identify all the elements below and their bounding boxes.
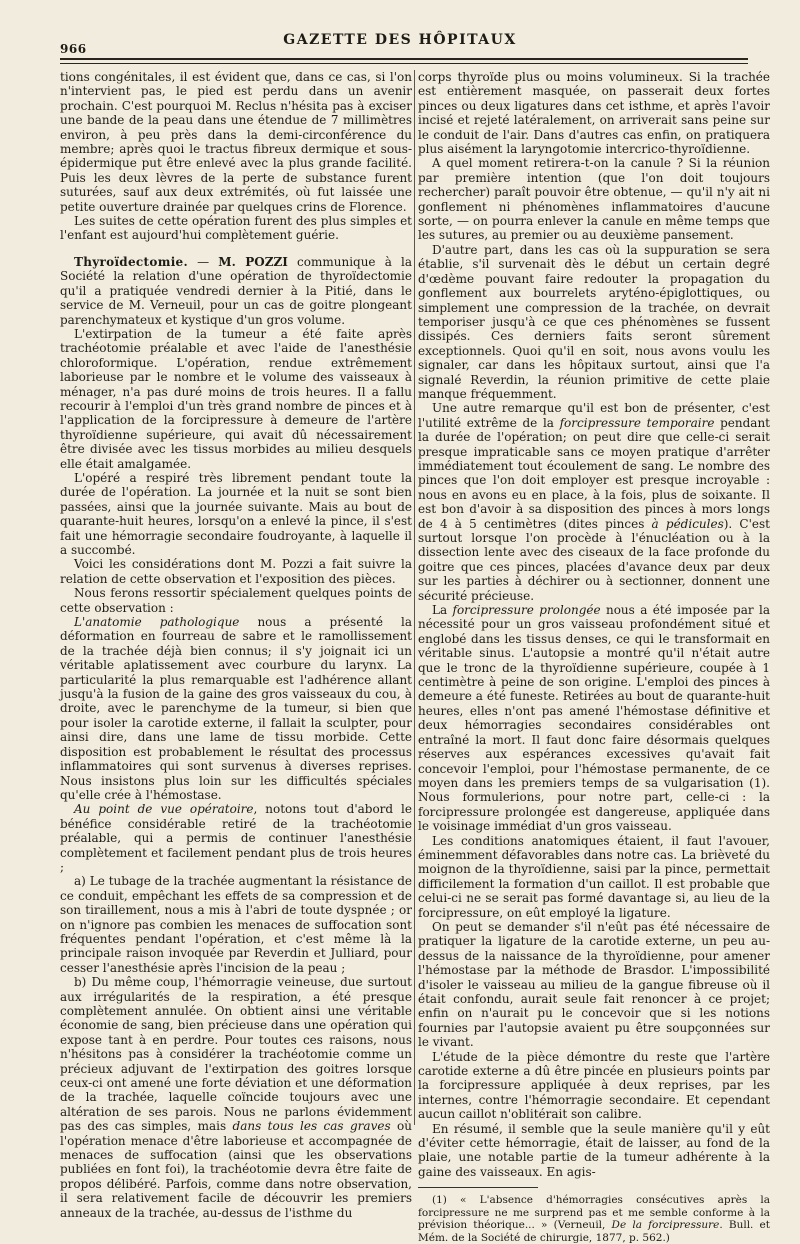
author-name: M. POZZI xyxy=(218,254,288,269)
paragraph xyxy=(60,975,412,1220)
left-column xyxy=(60,70,412,1220)
right-column xyxy=(418,70,770,1244)
paragraph-text: ). C'est surtout lorsque l'on procède à l'énucléation ou à la dissection lente avec des ciseaux de la face profonde du goitre que ces pinces, placées d'avance deux par deux sur les parties à déchirer ou à sectionner, donnent une sécurité précieuse. xyxy=(418,516,770,603)
paragraph: Nous ferons ressortir spécialement quelques points de cette observation : xyxy=(60,586,412,615)
emphasis: Au point de vue opératoire xyxy=(74,802,254,817)
paragraph: On peut se demander s'il n'eût pas été nécessaire de pratiquer la ligature de la carotide externe, un peu au-dessus de la naissance de la thyroïdienne, pour amener l'hémostase par la méthode de Brasdor. L'impossibilité d'isoler le vaisseau au milieu de la gangue fibreuse où il était confondu, aurait seule fait renoncer à ce projet; enfin on n'aurait pu le concevoir que si les notions fournies par l'autopsie avaient pu être soupçonnées sur le vivant. xyxy=(418,919,770,1050)
emphasis: De la forcipressure xyxy=(611,1219,720,1232)
paragraph-text: pendant la durée de l'opération; on peut dire que celle-ci serait presque impraticable sans ce moyen pratique d'arrêter immédiatement tout écoulement de sang. Le nombre des pinces que l'on doit employer est presque incroyable : nous en avons eu en place, à la fois, plus de soixante. Il est bon d'avoir à sa disposition des pinces à mors longs de 4 à 5 centimètres (dites pinces xyxy=(418,415,770,531)
footnote-rule xyxy=(418,1187,538,1188)
paragraph: Les suites de cette opération furent des plus simples et l'enfant est aujourd'hui complètement guérie. xyxy=(60,214,412,243)
section-title: Thyroïdectomie. xyxy=(74,254,188,269)
column-divider xyxy=(414,70,415,1125)
paragraph-text: nous a été imposée par la nécessité pour un gros vaisseau profondément situé et englobé dans les tissus denses, ce qui le transformait en véritable sinus. L'autopsie a montré qu'il n'était autre que le tronc de la thyroïdienne supérieure, coupée à 1 centimètre à peine de son origine. L'emploi des pinces à demeure a été funeste. Retirées au bout de quarante-huit heures, elles n'ont pas amené l'hémostase définitive et deux hémorragies secondaires considérables ont entraîné la mort. Il faut donc faire désormais quelques réserves aux espérances excessives qu'avait fait concevoir l'emploi, pour l'hémostase permanente, de ce moyen dans les premiers temps de sa vulgarisation (1). Nous formulerions, pour notre part, celle-ci : la forcipressure prolongée est dangereuse, appliquée dans le voisinage immédiat d'un gros vaisseau. xyxy=(418,603,770,834)
paragraph-text: communique à la Société la relation d'une opération de thyroïdectomie qu'il a pratiquée vendredi dernier à la Pitié, dans le service de M. Verneuil, pour un cas de goitre plongeant parenchymateux et kystique d'un gros volume. xyxy=(60,254,412,327)
footnote-text: (1) « L'absence d'hémorragies consécutives après la forcipressure ne me surprend pas et me semble conforme à la prévision théorique... » (Verneuil, xyxy=(418,1194,770,1232)
paragraph: a) Le tubage de la trachée augmentant la résistance de ce conduit, empêchant les effets de sa compression et de son tiraillement, nous a mis à l'abri de toute dyspnée ; or on n'ignore pas combien les menaces de suffocation sont fréquentes pendant l'opération, et c'est même là la principale raison invoquée par Reverdin et Julliard, pour cesser l'anesthésie après l'incision de la peau ; xyxy=(60,874,412,975)
emphasis: forcipressure temporaire xyxy=(559,415,715,430)
paragraph-text: Une autre remarque qu'il est bon de présenter, c'est l'utilité extrême de la xyxy=(418,401,770,430)
paragraph xyxy=(418,603,770,834)
running-title: GAZETTE DES HÔPITAUX xyxy=(283,32,517,48)
paragraph: A quel moment retirera-t-on la canule ? Si la réunion par première intention (que l'on doit toujours rechercher) paraît pouvoir être obtenue, — qu'il n'y ait ni gonflement ni phénomènes inflammatoires d'aucune sorte, — on pourra enlever la canule en même temps que les sutures, au premier ou au deuxième pansement. xyxy=(418,156,770,243)
paragraph: L'étude de la pièce démontre du reste que l'artère carotide externe a dû être pincée en plusieurs points par la forcipressure appliquée à deux reprises, par les internes, contre l'hémorragie secondaire. Et cependant aucun caillot n'oblitérait son calibre. xyxy=(418,1049,770,1122)
footnote-text: . Bull. et Mém. de la Société de chirurgie, 1877, p. 562.) xyxy=(418,1219,770,1244)
emphasis: L'anatomie pathologique xyxy=(74,615,240,630)
paragraph: L'extirpation de la tumeur a été faite après trachéotomie préalable et avec l'aide de l'anesthésie chloroformique. L'opération, rendue extrêmement laborieuse par le nombre et le volume des vaisseaux à ménager, n'a pas duré moins de trois heures. Il a fallu recourir à l'emploi d'un très grand nombre de pinces et à l'application de la forcipressure à demeure de l'artère thyroïdienne supérieure, qui avait dû nécessairement être divisée avec les tissus morbides au milieu desquels elle était amalgamée. xyxy=(60,326,412,471)
page-number: 966 xyxy=(60,42,87,56)
section-dash: — xyxy=(187,254,219,269)
paragraph: Les conditions anatomiques étaient, il faut l'avouer, éminemment défavorables dans notre cas. La brièveté du moignon de la thyroïdienne, saisi par la pince, permettait difficilement la formation d'un caillot. Il est probable que celui-ci ne se serait pas formé davantage si, au lieu de la forcipressure, on eût employé la ligature. xyxy=(418,833,770,920)
emphasis: à pédicules xyxy=(651,516,724,531)
emphasis: forcipressure prolongée xyxy=(452,603,601,618)
paragraph: tions congénitales, il est évident que, dans ce cas, si l'on n'intervient pas, le pied est perdu dans un avenir prochain. C'est pourquoi M. Reclus n'hésita pas à exciser une bande de la peau dans une étendue de 7 millimètres environ, à peu près dans la demi-circonférence du membre; après quoi le tractus fibreux dermique et sous-épidermique put être enlevé avec la plus grande facilité. Puis les deux lèvres de la perte de substance furent suturées, sauf aux deux extrémités, où fut laissée une petite ouverture drainée par quelques crins de Florence. xyxy=(60,70,412,214)
paragraph: L'opéré a respiré très librement pendant toute la durée de l'opération. La journée et la nuit se sont bien passées, ainsi que la journée suivante. Mais au bout de quarante-huit heures, lorsqu'on a enlevé la pince, il s'est fait une hémorragie secondaire foudroyante, à laquelle il a succombé. xyxy=(60,470,412,557)
paragraph: corps thyroïde plus ou moins volumineux. Si la trachée est entièrement masquée, on passerait deux fortes pinces ou deux ligatures dans cet isthme, et après l'avoir incisé et rejeté latéralement, on arriverait sans peine sur le conduit de l'air. Dans d'autres cas enfin, on pratiquera plus aisément la laryngotomie intercrico-thyroïdienne. xyxy=(418,70,770,157)
header-rule xyxy=(60,58,748,60)
paragraph: En résumé, il semble que la seule manière qu'il y eût d'éviter cette hémorragie, était de laisser, au fond de la plaie, une notable partie de la tumeur adhérente à la gaine des vaisseaux. En agis- xyxy=(418,1121,770,1179)
paragraph-text: où l'opération menace d'être laborieuse et accompagnée de menaces de suffocation (ainsi que les observations publiées en font foi), la trachéotomie devra être faite de propos délibéré. Parfois, comme dans notre observation, il sera relativement facile de découvrir les premiers anneaux de la trachée, au-dessus de l'isthme du xyxy=(60,1119,412,1220)
section-paragraph xyxy=(60,255,412,327)
paragraph-text: b) Du même coup, l'hémorragie veineuse, due surtout aux irrégularités de la respiration, a été presque complètement annulée. On obtient ainsi une véritable économie de sang, bien précieuse dans une opération qui expose tant à en perdre. Pour toutes ces raisons, nous n'hésitons pas à considérer la trachéotomie comme un précieux adjuvant de l'extirpation des goitres lorsque ceux-ci ont amené une forte déviation et une déformation de la trachée, laquelle coïncide toujours avec une altération de ses parois. Nous ne parlons évidemment pas des cas simples, mais xyxy=(60,975,412,1134)
paragraph xyxy=(60,615,412,802)
paragraph-text: La xyxy=(432,603,453,618)
paragraph xyxy=(418,401,770,603)
paragraph: D'autre part, dans les cas où la suppuration se sera établie, s'il survenait dès le début un certain degré d'œdème pouvant faire redouter la propagation du gonflement aux bourrelets aryténo-épiglottiques, ou simplement une compression de la trachée, on devrait temporiser jusqu'à ce que ces phénomènes se fussent dissipés. Ces derniers faits seront sûrement exceptionnels. Quoi qu'il en soit, nous avons voulu les signaler, car dans les hôpitaux surtout, ainsi que l'a signalé Reverdin, la réunion primitive de cette plaie manque fréquemment. xyxy=(418,242,770,401)
footnote xyxy=(418,1194,770,1244)
paragraph xyxy=(60,802,412,874)
paragraph-text: , notons tout d'abord le bénéfice considérable retiré de la trachéotomie préalable, qui a permis de continuer l'anesthésie complètement et facilement pendant plus de trois heures ; xyxy=(60,802,412,874)
emphasis: dans tous les cas graves xyxy=(232,1119,391,1134)
paragraph-text: nous a présenté la déformation en fourreau de sabre et le ramollissement de la trachée déjà bien connus; il s'y joignait ici un véritable aplatissement avec courbure du larynx. La particularité la plus remarquable est l'adhérence allant jusqu'à la fusion de la gaine des gros vaisseaux du cou, à droite, avec le parenchyme de la tumeur, si bien que pour isoler la carotide externe, il fallait la sculpter, pour ainsi dire, dans une lame de tissu morbide. Cette disposition est probablement le résultat des processus inflammatoires qui sont survenus à diverses reprises. Nous insistons plus loin sur les difficultés spéciales qu'elle crée à l'hémostase. xyxy=(60,615,412,802)
header-rule-thin xyxy=(60,63,748,64)
paragraph: Voici les considérations dont M. Pozzi a fait suivre la relation de cette observation et l'exposition des pièces. xyxy=(60,557,412,586)
